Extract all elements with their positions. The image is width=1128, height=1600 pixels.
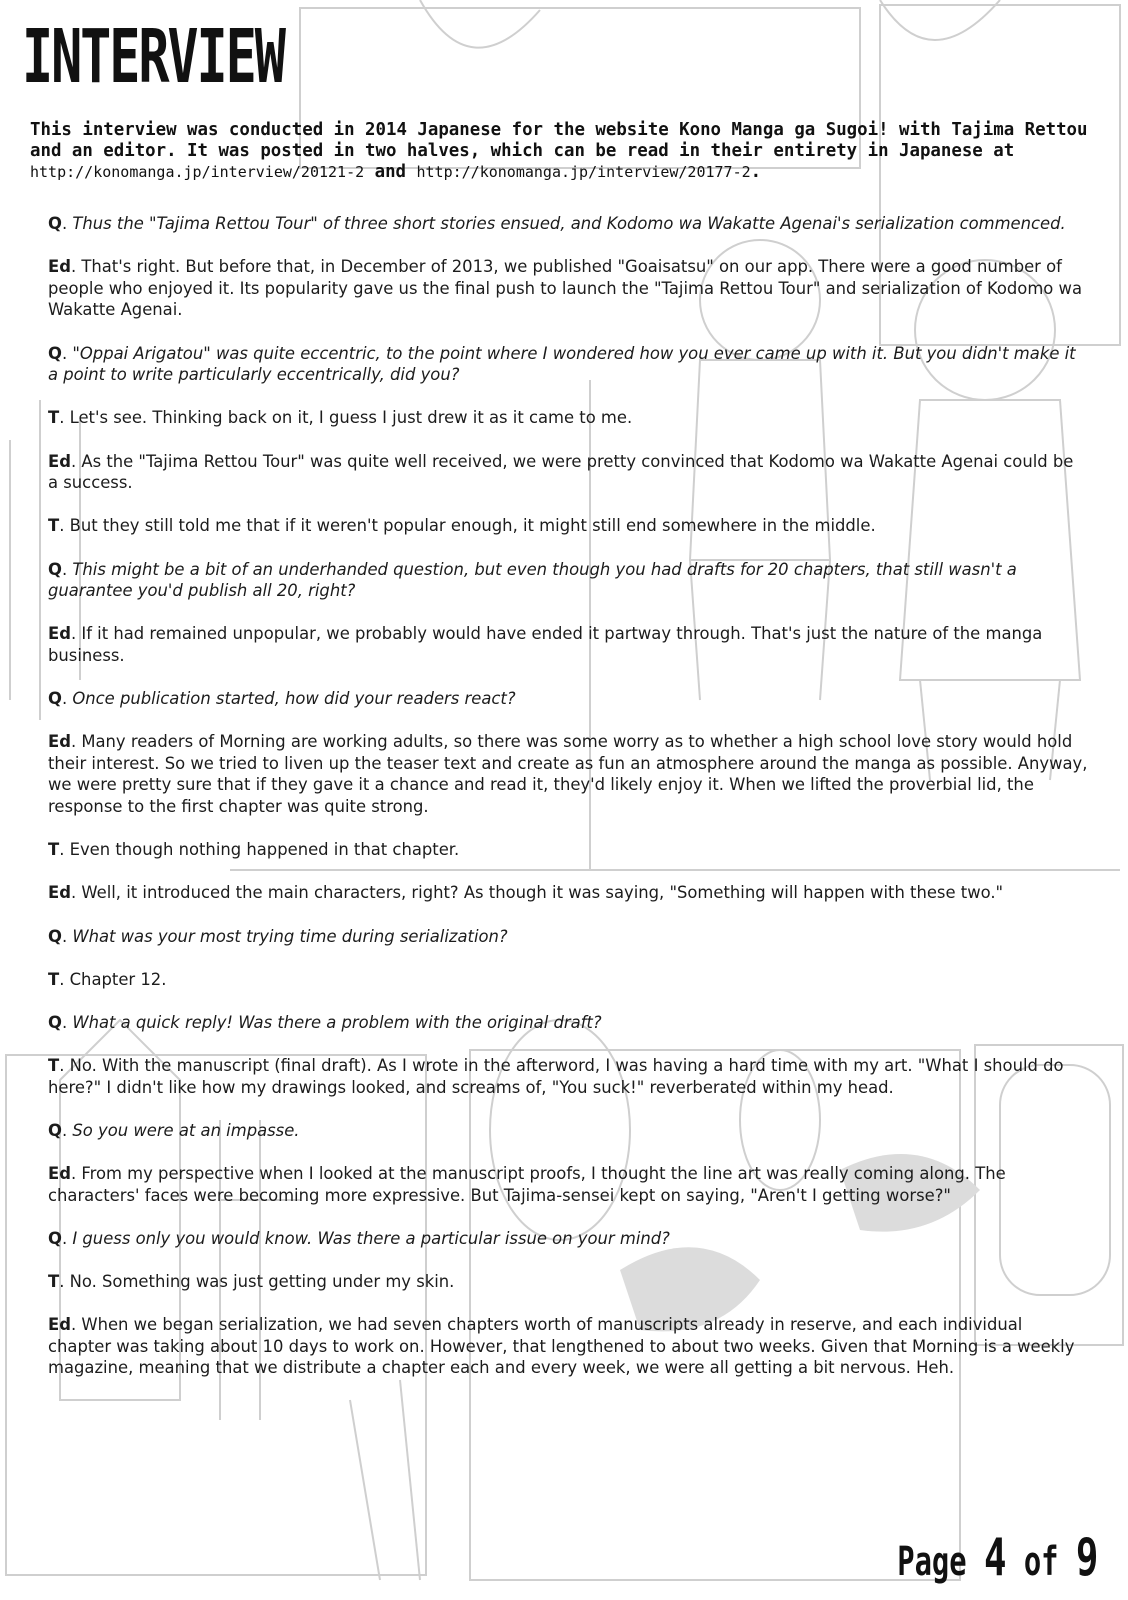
page-title: INTERVIEW (22, 14, 284, 100)
page-indicator (897, 1528, 1098, 1588)
entry-text: This might be a bit of an underhanded question, but even though you had drafts for 20 chapters, that still wasn't a guarantee you'd publish all 20, right? (48, 559, 1017, 601)
transcript-entry: T. No. Something was just getting under my skin. (48, 1272, 455, 1292)
page-number: 4 (983, 1528, 1007, 1588)
transcript-entry: Q. What was your most trying time during serialization? (48, 926, 508, 946)
transcript-entry: T. Let's see. Thinking back on it, I guess I just drew it as it came to me. (48, 408, 633, 428)
transcript-entry: Ed. If it had remained unpopular, we probably would have ended it partway through. That's just the nature of the manga business. (48, 624, 1043, 665)
speaker-label: Ed (48, 1164, 71, 1184)
transcript-entry: Ed. Many readers of Morning are working adults, so there was some worry as to whether a high school love story would hold their interest. So we tried to liven up the teaser text and create as fun an atmosphere around the manga as possible. Anyway, we were pretty sure that if they gave it a chance and read it, they'd likely enjoy it. When we lifted the proverbial lid, the response to the first chapter was quite strong. (48, 732, 1088, 817)
speaker-label: Ed (48, 257, 71, 277)
speaker-label: Ed (48, 624, 71, 644)
transcript-entry: Q. What a quick reply! Was there a problem with the original draft? (48, 1012, 602, 1032)
transcript-entry: Q. This might be a bit of an underhanded question, but even though you had drafts for 20 chapters, that still wasn't a guarantee you'd publish all 20, right? (48, 559, 1017, 601)
intro-text: This interview was conducted in 2014 Japanese for the website Kono Manga ga Sugoi! with Tajima Rettou and an editor. It was posted in two halves, which can be read in their entirety in Japanese at (30, 120, 1088, 161)
speaker-label: Q (48, 214, 62, 233)
interview-transcript (48, 213, 1088, 1401)
speaker-label: T (48, 1272, 60, 1292)
transcript-entry: Ed. From my perspective when I looked at the manuscript proofs, I thought the line art was really coming along. The characters' faces were becoming more expressive. But Tajima-sensei kept on saying, "Aren't I getting worse?" (48, 1164, 1006, 1205)
speaker-label: Ed (48, 1315, 71, 1335)
entry-text: From my perspective when I looked at the manuscript proofs, I thought the line art was really coming along. The characters' faces were becoming more expressive. But Tajima-sensei kept on saying, "Aren't I getting worse?" (48, 1164, 1006, 1205)
entry-text: Well, it introduced the main characters, right? As though it was saying, "Something will happen with these two." (81, 883, 1004, 903)
speaker-label: Q (48, 1012, 62, 1032)
entry-text: Let's see. Thinking back on it, I guess I just drew it as it came to me. (69, 408, 633, 428)
transcript-entry: Q. I guess only you would know. Was there a particular issue on your mind? (48, 1228, 670, 1248)
speaker-label: Q (48, 1228, 62, 1248)
entry-text: No. Something was just getting under my skin. (69, 1272, 455, 1292)
source-url-1: http://konomanga.jp/interview/20121-2 (30, 163, 365, 181)
speaker-label: T (48, 408, 60, 428)
speaker-label: Ed (48, 451, 71, 471)
entry-text: Many readers of Morning are working adults, so there was some worry as to whether a high school love story would hold their interest. So we tried to liven up the teaser text and create as fun an atmosphere around the manga as possible. Anyway, we were pretty sure that if they gave it a chance and read it, they'd likely enjoy it. When we lifted the proverbial lid, the response to the first chapter was quite strong. (48, 732, 1088, 817)
entry-text: What was your most trying time during serialization? (72, 926, 508, 946)
speaker-label: T (48, 516, 60, 536)
speaker-label: Q (48, 343, 62, 363)
speaker-label: Ed (48, 732, 71, 752)
entry-text: As the "Tajima Rettou Tour" was quite well received, we were pretty convinced that Kodomo wa Wakatte Agenai could be a success. (48, 451, 1074, 493)
entry-text: If it had remained unpopular, we probably would have ended it partway through. That's just the nature of the manga business. (48, 624, 1043, 665)
transcript-entry: T. Chapter 12. (48, 969, 167, 989)
speaker-label: Ed (48, 883, 71, 903)
entry-text: I guess only you would know. Was there a particular issue on your mind? (72, 1228, 670, 1248)
of-word: of (1023, 1539, 1059, 1585)
entry-text: That's right. But before that, in December of 2013, we published "Goaisatsu" on our app. There were a good number of people who enjoyed it. Its popularity gave us the final push to launch the "Tajima Rettou Tour" and serialization of Kodomo wa Wakatte Agenai. (48, 257, 1082, 320)
speaker-label: Q (48, 689, 62, 709)
source-url-2: http://konomanga.jp/interview/20177-2 (416, 163, 751, 181)
transcript-entry: T. No. With the manuscript (final draft). As I wrote in the afterword, I was having a hard time with my art. "What I should do here?" I didn't like how my drawings looked, and screams of, "You suck!" reverberated within my head. (48, 1056, 1064, 1097)
transcript-entry: Q. "Oppai Arigatou" was quite eccentric, to the point where I wondered how you ever came up with it. But you didn't make it a point to write particularly eccentrically, did you? (48, 343, 1076, 385)
transcript-entry: Q. Once publication started, how did your readers react? (48, 689, 516, 709)
transcript-entry: Q. So you were at an impasse. (48, 1120, 300, 1140)
total-pages: 9 (1075, 1528, 1098, 1588)
speaker-label: T (48, 840, 60, 860)
speaker-label: T (48, 1056, 60, 1076)
entry-text: Thus the "Tajima Rettou Tour" of three short stories ensued, and Kodomo wa Wakatte Agenai's serialization commenced. (72, 214, 1066, 233)
speaker-label: Q (48, 1120, 62, 1140)
intro-terminator: . (750, 162, 762, 182)
entry-text: When we began serialization, we had seven chapters worth of manuscripts already in reserve, and each individual chapter was taking about 10 days to work on. However, that lengthened to about two weeks. Given that Morning is a weekly magazine, meaning that we distribute a chapter each and every week, we were all getting a bit nervous. Heh. (48, 1315, 1075, 1378)
transcript-entry: Ed. As the "Tajima Rettou Tour" was quite well received, we were pretty convinced that Kodomo wa Wakatte Agenai could be a success. (48, 451, 1074, 493)
entry-text: No. With the manuscript (final draft). As I wrote in the afterword, I was having a hard time with my art. "What I should do here?" I didn't like how my drawings looked, and screams of, "You suck!" reverberated within my head. (48, 1056, 1064, 1097)
transcript-entry: Ed. That's right. But before that, in December of 2013, we published "Goaisatsu" on our app. There were a good number of people who enjoyed it. Its popularity gave us the final push to launch the "Tajima Rettou Tour" and serialization of Kodomo wa Wakatte Agenai. (48, 257, 1082, 320)
entry-text: But they still told me that if it weren't popular enough, it might still end somewhere in the middle. (69, 516, 876, 536)
speaker-label: T (48, 969, 60, 989)
intro-paragraph (30, 120, 1100, 183)
page-word: Page (896, 1539, 967, 1585)
entry-text: Chapter 12. (69, 969, 167, 989)
entry-text: "Oppai Arigatou" was quite eccentric, to the point where I wondered how you ever came up with it. But you didn't make it a point to write particularly eccentrically, did you? (48, 343, 1076, 385)
transcript-entry: Ed. When we began serialization, we had seven chapters worth of manuscripts already in reserve, and each individual chapter was taking about 10 days to work on. However, that lengthened to about two weeks. Given that Morning is a weekly magazine, meaning that we distribute a chapter each and every week, we were all getting a bit nervous. Heh. (48, 1315, 1075, 1378)
transcript-entry: Q. Thus the "Tajima Rettou Tour" of three short stories ensued, and Kodomo wa Wakatte Agenai's serialization commenced. (48, 214, 1066, 233)
intro-conjunction: and (364, 162, 417, 182)
speaker-label: Q (48, 559, 62, 579)
transcript-entry: T. But they still told me that if it weren't popular enough, it might still end somewhere in the middle. (48, 516, 876, 536)
transcript-entry: Ed. Well, it introduced the main characters, right? As though it was saying, "Something will happen with these two." (48, 883, 1004, 903)
speaker-label: Q (48, 926, 62, 946)
entry-text: Once publication started, how did your readers react? (72, 689, 516, 709)
entry-text: So you were at an impasse. (72, 1120, 300, 1140)
transcript-entry: T. Even though nothing happened in that chapter. (48, 840, 460, 860)
entry-text: Even though nothing happened in that chapter. (69, 840, 460, 860)
entry-text: What a quick reply! Was there a problem with the original draft? (72, 1012, 602, 1032)
